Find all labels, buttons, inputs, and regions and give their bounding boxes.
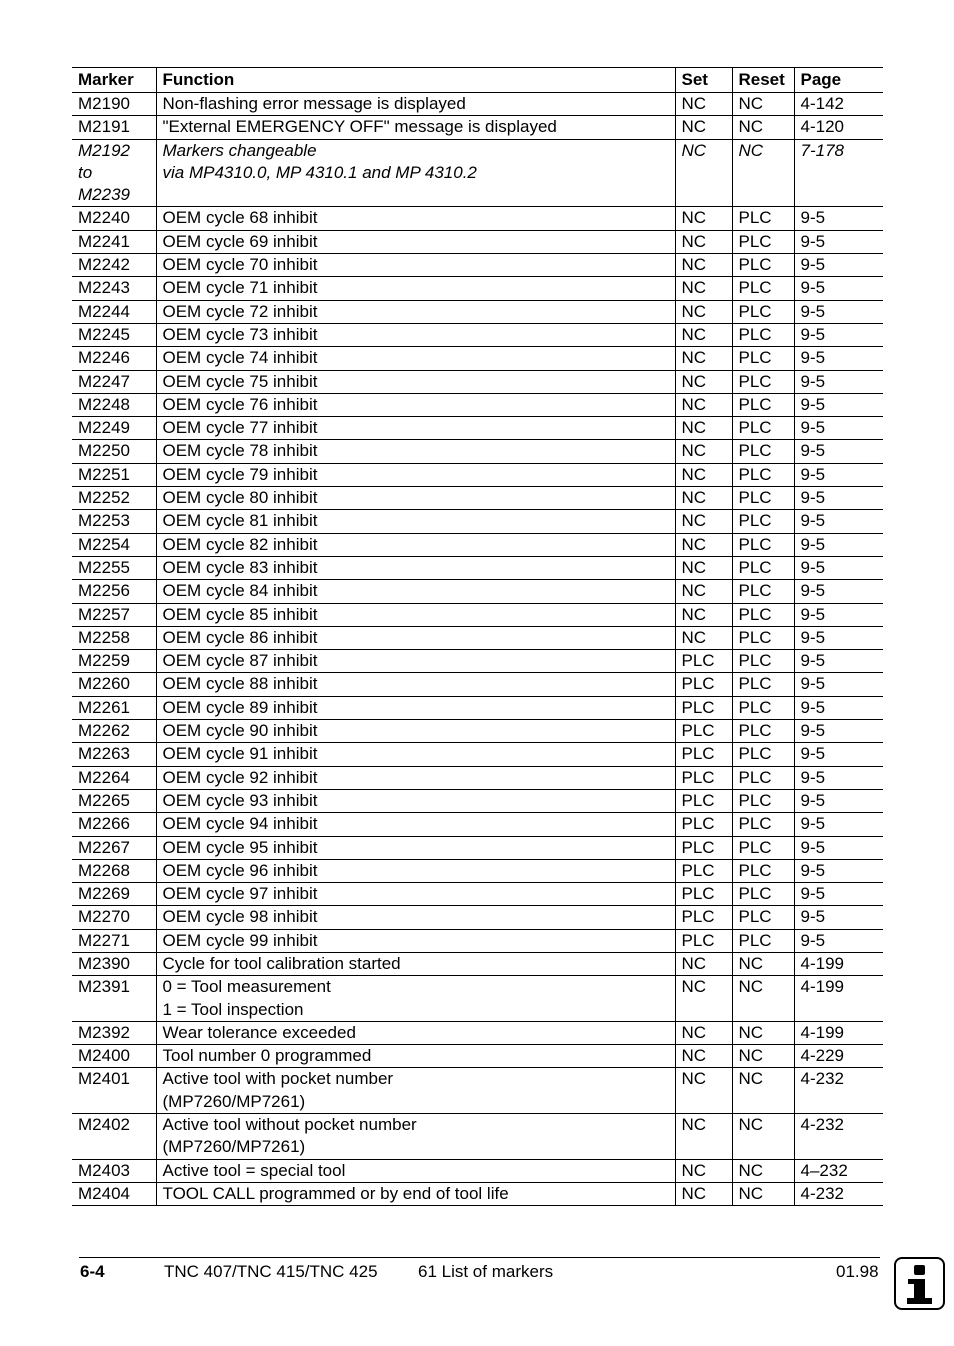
function-cell: OEM cycle 99 inhibit: [156, 929, 675, 952]
page-cell: 9-5: [794, 440, 883, 463]
table-row: [72, 906, 883, 929]
reset-cell: PLC: [732, 440, 794, 463]
marker-cell: M2255: [72, 556, 156, 579]
reset-cell: PLC: [732, 207, 794, 230]
table-row: [72, 463, 883, 486]
marker-cell: M2248: [72, 393, 156, 416]
table-row: [72, 929, 883, 952]
marker-cell: M2246: [72, 347, 156, 370]
set-cell: NC: [675, 1182, 732, 1205]
page-cell: 9-5: [794, 487, 883, 510]
set-cell: PLC: [675, 650, 732, 673]
set-cell: NC: [675, 323, 732, 346]
set-cell: PLC: [675, 859, 732, 882]
header-marker: Marker: [72, 68, 156, 93]
table-row: [72, 603, 883, 626]
set-cell: NC: [675, 952, 732, 975]
reset-cell: NC: [732, 952, 794, 975]
page-cell: 9-5: [794, 626, 883, 649]
set-cell: NC: [675, 556, 732, 579]
table-row: [72, 1159, 883, 1182]
function-cell: OEM cycle 91 inhibit: [156, 743, 675, 766]
table-row: [72, 696, 883, 719]
table-row: [72, 789, 883, 812]
table-row: [72, 1021, 883, 1044]
set-cell: NC: [675, 1068, 732, 1114]
set-cell: PLC: [675, 906, 732, 929]
marker-cell: M2252: [72, 487, 156, 510]
table-row: [72, 116, 883, 139]
reset-cell: PLC: [732, 789, 794, 812]
page-cell: 4-120: [794, 116, 883, 139]
table-row: [72, 720, 883, 743]
marker-cell: M2261: [72, 696, 156, 719]
page-cell: 9-5: [794, 720, 883, 743]
marker-cell: M2242: [72, 254, 156, 277]
page-cell: 9-5: [794, 580, 883, 603]
set-cell: NC: [675, 254, 732, 277]
function-cell: Cycle for tool calibration started: [156, 952, 675, 975]
header-page: Page: [794, 68, 883, 93]
table-row: [72, 230, 883, 253]
table-body: [72, 93, 883, 1206]
marker-cell: M2271: [72, 929, 156, 952]
footer-chapter-title: 61 List of markers: [418, 1262, 554, 1281]
function-cell: OEM cycle 92 inhibit: [156, 766, 675, 789]
function-cell: OEM cycle 86 inhibit: [156, 626, 675, 649]
table-row: [72, 370, 883, 393]
reset-cell: NC: [732, 1021, 794, 1044]
table-row: [72, 417, 883, 440]
marker-table: [72, 67, 883, 1206]
reset-cell: PLC: [732, 254, 794, 277]
set-cell: NC: [675, 277, 732, 300]
table-row: [72, 487, 883, 510]
reset-cell: NC: [732, 139, 794, 207]
reset-cell: NC: [732, 1045, 794, 1068]
page-cell: 9-5: [794, 906, 883, 929]
page-cell: 9-5: [794, 929, 883, 952]
page-cell: 4-232: [794, 1068, 883, 1114]
reset-cell: PLC: [732, 347, 794, 370]
marker-cell: M2404: [72, 1182, 156, 1205]
page-cell: 4-199: [794, 976, 883, 1022]
page-cell: 4-142: [794, 93, 883, 116]
table-row: [72, 883, 883, 906]
set-cell: PLC: [675, 813, 732, 836]
marker-cell: M2250: [72, 440, 156, 463]
page-cell: 9-5: [794, 859, 883, 882]
function-cell: OEM cycle 77 inhibit: [156, 417, 675, 440]
table-row: [72, 556, 883, 579]
reset-cell: PLC: [732, 813, 794, 836]
page-cell: 9-5: [794, 370, 883, 393]
marker-cell: M2266: [72, 813, 156, 836]
function-cell: OEM cycle 79 inhibit: [156, 463, 675, 486]
reset-cell: PLC: [732, 626, 794, 649]
function-cell: OEM cycle 76 inhibit: [156, 393, 675, 416]
page-cell: 9-5: [794, 463, 883, 486]
table-row: [72, 207, 883, 230]
page-cell: 9-5: [794, 393, 883, 416]
set-cell: NC: [675, 393, 732, 416]
table-row: [72, 347, 883, 370]
marker-cell: M2270: [72, 906, 156, 929]
table-row: [72, 813, 883, 836]
reset-cell: NC: [732, 1182, 794, 1205]
function-cell: OEM cycle 87 inhibit: [156, 650, 675, 673]
reset-cell: NC: [732, 1159, 794, 1182]
function-cell: OEM cycle 70 inhibit: [156, 254, 675, 277]
page-cell: 9-5: [794, 277, 883, 300]
table-row: [72, 300, 883, 323]
reset-cell: PLC: [732, 323, 794, 346]
reset-cell: PLC: [732, 766, 794, 789]
table-row: [72, 743, 883, 766]
marker-cell: M2257: [72, 603, 156, 626]
reset-cell: PLC: [732, 696, 794, 719]
marker-cell: M2245: [72, 323, 156, 346]
function-cell: OEM cycle 80 inhibit: [156, 487, 675, 510]
reset-cell: PLC: [732, 929, 794, 952]
page-cell: 4-232: [794, 1114, 883, 1160]
reset-cell: PLC: [732, 650, 794, 673]
function-cell: Active tool with pocket number (MP7260/MP7261): [156, 1068, 675, 1114]
function-cell: Non-flashing error message is displayed: [156, 93, 675, 116]
table-row: [72, 1045, 883, 1068]
reset-cell: PLC: [732, 230, 794, 253]
page-cell: 9-5: [794, 696, 883, 719]
table-row: [72, 510, 883, 533]
reset-cell: PLC: [732, 743, 794, 766]
set-cell: NC: [675, 976, 732, 1022]
set-cell: PLC: [675, 929, 732, 952]
marker-cell: M2244: [72, 300, 156, 323]
set-cell: NC: [675, 417, 732, 440]
set-cell: NC: [675, 440, 732, 463]
page-cell: 4-232: [794, 1182, 883, 1205]
marker-cell: M2268: [72, 859, 156, 882]
table-header: [72, 68, 883, 93]
set-cell: PLC: [675, 696, 732, 719]
reset-cell: PLC: [732, 370, 794, 393]
table-row: [72, 533, 883, 556]
footer-date: 01.98: [836, 1262, 879, 1281]
table-row: [72, 1182, 883, 1205]
function-cell: OEM cycle 84 inhibit: [156, 580, 675, 603]
page-cell: 9-5: [794, 743, 883, 766]
set-cell: NC: [675, 230, 732, 253]
set-cell: PLC: [675, 743, 732, 766]
reset-cell: PLC: [732, 487, 794, 510]
header-set: Set: [675, 68, 732, 93]
page-cell: 9-5: [794, 650, 883, 673]
marker-cell: M2241: [72, 230, 156, 253]
set-cell: NC: [675, 463, 732, 486]
marker-cell: M2259: [72, 650, 156, 673]
function-cell: OEM cycle 71 inhibit: [156, 277, 675, 300]
function-cell: Markers changeable via MP4310.0, MP 4310.1 and MP 4310.2: [156, 139, 675, 207]
footer-product-name: TNC 407/TNC 415/TNC 425: [164, 1262, 378, 1281]
page-cell: 9-5: [794, 556, 883, 579]
marker-cell: M2256: [72, 580, 156, 603]
page-cell: 9-5: [794, 533, 883, 556]
table-row: [72, 393, 883, 416]
set-cell: NC: [675, 510, 732, 533]
set-cell: NC: [675, 207, 732, 230]
marker-cell: M2253: [72, 510, 156, 533]
set-cell: NC: [675, 580, 732, 603]
function-cell: Tool number 0 programmed: [156, 1045, 675, 1068]
reset-cell: PLC: [732, 883, 794, 906]
footer-page-number: 6-4: [80, 1262, 105, 1281]
marker-cell: M2254: [72, 533, 156, 556]
function-cell: OEM cycle 68 inhibit: [156, 207, 675, 230]
reset-cell: PLC: [732, 417, 794, 440]
set-cell: NC: [675, 1114, 732, 1160]
reset-cell: PLC: [732, 836, 794, 859]
set-cell: PLC: [675, 766, 732, 789]
set-cell: NC: [675, 626, 732, 649]
reset-cell: PLC: [732, 510, 794, 533]
function-cell: OEM cycle 96 inhibit: [156, 859, 675, 882]
reset-cell: PLC: [732, 906, 794, 929]
page-cell: 9-5: [794, 323, 883, 346]
function-cell: OEM cycle 73 inhibit: [156, 323, 675, 346]
marker-cell: M2264: [72, 766, 156, 789]
page-cell: 4–232: [794, 1159, 883, 1182]
page-cell: 9-5: [794, 254, 883, 277]
page-cell: 9-5: [794, 417, 883, 440]
reset-cell: PLC: [732, 720, 794, 743]
function-cell: TOOL CALL programmed or by end of tool life: [156, 1182, 675, 1205]
marker-cell: M2400: [72, 1045, 156, 1068]
page-cell: 9-5: [794, 813, 883, 836]
marker-cell: M2240: [72, 207, 156, 230]
marker-cell: M2392: [72, 1021, 156, 1044]
function-cell: OEM cycle 90 inhibit: [156, 720, 675, 743]
set-cell: NC: [675, 370, 732, 393]
function-cell: OEM cycle 93 inhibit: [156, 789, 675, 812]
function-cell: OEM cycle 83 inhibit: [156, 556, 675, 579]
table-row: [72, 976, 883, 1022]
set-cell: PLC: [675, 673, 732, 696]
set-cell: PLC: [675, 789, 732, 812]
reset-cell: NC: [732, 976, 794, 1022]
function-cell: OEM cycle 69 inhibit: [156, 230, 675, 253]
table-row: [72, 859, 883, 882]
marker-cell: M2402: [72, 1114, 156, 1160]
table-row: [72, 254, 883, 277]
reset-cell: PLC: [732, 673, 794, 696]
marker-cell: M2192 to M2239: [72, 139, 156, 207]
marker-cell: M2191: [72, 116, 156, 139]
footer-divider: [79, 1257, 880, 1258]
set-cell: PLC: [675, 883, 732, 906]
table-row: [72, 836, 883, 859]
header-function: Function: [156, 68, 675, 93]
function-cell: OEM cycle 72 inhibit: [156, 300, 675, 323]
set-cell: NC: [675, 1021, 732, 1044]
function-cell: OEM cycle 88 inhibit: [156, 673, 675, 696]
function-cell: OEM cycle 98 inhibit: [156, 906, 675, 929]
marker-cell: M2249: [72, 417, 156, 440]
marker-cell: M2262: [72, 720, 156, 743]
marker-cell: M2263: [72, 743, 156, 766]
page-cell: 9-5: [794, 603, 883, 626]
table-row: [72, 952, 883, 975]
table-row: [72, 277, 883, 300]
header-reset: Reset: [732, 68, 794, 93]
set-cell: NC: [675, 487, 732, 510]
function-cell: OEM cycle 78 inhibit: [156, 440, 675, 463]
set-cell: NC: [675, 139, 732, 207]
marker-cell: M2265: [72, 789, 156, 812]
reset-cell: NC: [732, 93, 794, 116]
marker-cell: M2190: [72, 93, 156, 116]
table-row: [72, 766, 883, 789]
table-row: [72, 580, 883, 603]
set-cell: NC: [675, 1159, 732, 1182]
marker-cell: M2251: [72, 463, 156, 486]
reset-cell: PLC: [732, 859, 794, 882]
reset-cell: NC: [732, 1114, 794, 1160]
marker-cell: M2260: [72, 673, 156, 696]
function-cell: OEM cycle 74 inhibit: [156, 347, 675, 370]
info-icon-dot: [914, 1265, 925, 1275]
marker-cell: M2391: [72, 976, 156, 1022]
page-cell: 9-5: [794, 836, 883, 859]
set-cell: NC: [675, 533, 732, 556]
function-cell: OEM cycle 75 inhibit: [156, 370, 675, 393]
set-cell: NC: [675, 116, 732, 139]
table-row: [72, 673, 883, 696]
function-cell: Active tool without pocket number (MP7260/MP7261): [156, 1114, 675, 1160]
set-cell: NC: [675, 300, 732, 323]
table-row: [72, 93, 883, 116]
set-cell: NC: [675, 347, 732, 370]
marker-cell: M2247: [72, 370, 156, 393]
reset-cell: PLC: [732, 556, 794, 579]
reset-cell: PLC: [732, 393, 794, 416]
marker-cell: M2267: [72, 836, 156, 859]
function-cell: OEM cycle 82 inhibit: [156, 533, 675, 556]
page-cell: 9-5: [794, 766, 883, 789]
reset-cell: NC: [732, 116, 794, 139]
page-cell: 4-229: [794, 1045, 883, 1068]
marker-cell: M2403: [72, 1159, 156, 1182]
marker-cell: M2258: [72, 626, 156, 649]
function-cell: Wear tolerance exceeded: [156, 1021, 675, 1044]
table-row: [72, 139, 883, 207]
function-cell: OEM cycle 94 inhibit: [156, 813, 675, 836]
page-cell: 9-5: [794, 347, 883, 370]
page-cell: 4-199: [794, 952, 883, 975]
info-icon: [894, 1257, 945, 1310]
page-cell: 7-178: [794, 139, 883, 207]
header-row: [72, 68, 883, 93]
function-cell: Active tool = special tool: [156, 1159, 675, 1182]
table-row: [72, 626, 883, 649]
function-cell: OEM cycle 97 inhibit: [156, 883, 675, 906]
function-cell: OEM cycle 89 inhibit: [156, 696, 675, 719]
table-row: [72, 650, 883, 673]
function-cell: OEM cycle 85 inhibit: [156, 603, 675, 626]
reset-cell: PLC: [732, 277, 794, 300]
page-cell: 9-5: [794, 510, 883, 533]
table-row: [72, 1114, 883, 1160]
table-row: [72, 323, 883, 346]
set-cell: NC: [675, 603, 732, 626]
page-cell: 9-5: [794, 673, 883, 696]
function-cell: OEM cycle 81 inhibit: [156, 510, 675, 533]
page-cell: 9-5: [794, 300, 883, 323]
page-cell: 9-5: [794, 230, 883, 253]
reset-cell: PLC: [732, 580, 794, 603]
table-row: [72, 1068, 883, 1114]
info-icon-serif-bottom: [907, 1298, 932, 1304]
function-cell: "External EMERGENCY OFF" message is displayed: [156, 116, 675, 139]
page-cell: 9-5: [794, 207, 883, 230]
set-cell: PLC: [675, 836, 732, 859]
set-cell: NC: [675, 1045, 732, 1068]
reset-cell: NC: [732, 1068, 794, 1114]
reset-cell: PLC: [732, 533, 794, 556]
table-row: [72, 440, 883, 463]
page-cell: 9-5: [794, 789, 883, 812]
reset-cell: PLC: [732, 463, 794, 486]
page-cell: 4-199: [794, 1021, 883, 1044]
marker-cell: M2243: [72, 277, 156, 300]
set-cell: NC: [675, 93, 732, 116]
reset-cell: PLC: [732, 300, 794, 323]
function-cell: 0 = Tool measurement 1 = Tool inspection: [156, 976, 675, 1022]
set-cell: PLC: [675, 720, 732, 743]
function-cell: OEM cycle 95 inhibit: [156, 836, 675, 859]
marker-cell: M2390: [72, 952, 156, 975]
reset-cell: PLC: [732, 603, 794, 626]
marker-cell: M2401: [72, 1068, 156, 1114]
page-cell: 9-5: [794, 883, 883, 906]
marker-cell: M2269: [72, 883, 156, 906]
